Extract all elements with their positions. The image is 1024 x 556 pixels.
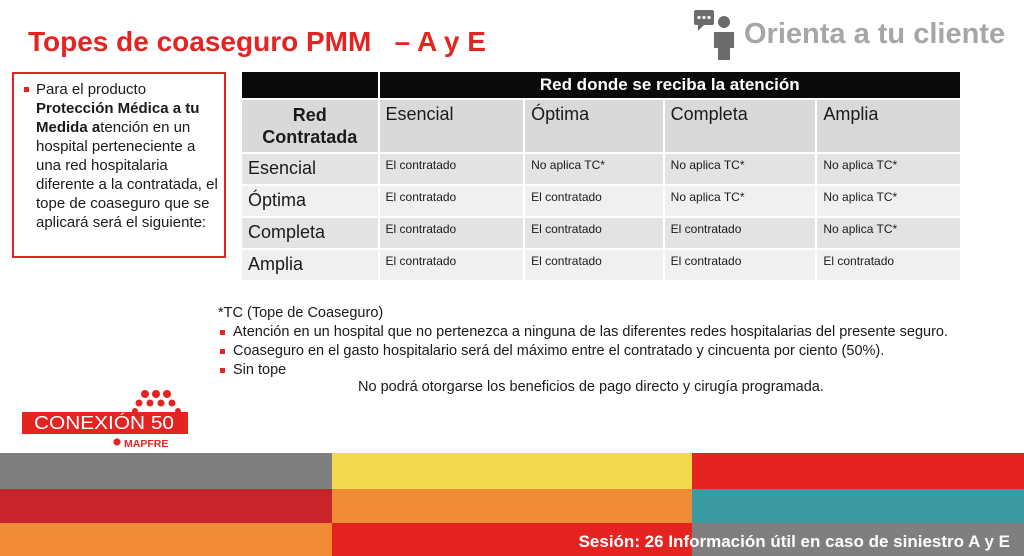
row-label: Amplia — [242, 250, 378, 280]
row-label: Óptima — [242, 186, 378, 216]
footnote-list — [218, 323, 1018, 380]
table-cell: El contratado — [525, 250, 663, 280]
table-cell: No aplica TC* — [817, 218, 960, 248]
table-cell: No aplica TC* — [525, 154, 663, 184]
table-cell: No aplica TC* — [817, 154, 960, 184]
table-top-header: Red donde se reciba la atención — [380, 72, 960, 98]
table-cell: El contratado — [665, 250, 816, 280]
table-row — [242, 186, 960, 216]
note-text-bold: Protección Médica a tu Medida a — [36, 100, 200, 136]
table-cell: El contratado — [380, 154, 524, 184]
footnotes — [218, 304, 1018, 380]
column-header: Amplia — [817, 100, 960, 152]
note-text-post: tención en un hospital perteneciente a una red hospitalaria diferente a la contratada, el tope de coaseguro que se aplicará será el siguiente: — [36, 119, 218, 231]
session-label: Sesión: 26 Información útil en caso de siniestro A y E — [578, 532, 1010, 551]
footnote-item: Coaseguro en el gasto hospitalario será del máximo entre el contratado y cincuenta por ciento (50%). — [218, 342, 1018, 361]
coinsurance-table — [240, 70, 962, 282]
advisor-chat-icon — [692, 8, 738, 60]
orient-header — [692, 8, 1012, 60]
table-cell: El contratado — [380, 218, 524, 248]
mapfre-text: MAPFRE — [124, 438, 169, 450]
table-row — [242, 250, 960, 280]
table-corner-header: Red Contratada — [242, 100, 378, 152]
final-note: No podrá otorgarse los beneficios de pago directo y cirugía programada. — [358, 379, 824, 395]
table-cell: El contratado — [665, 218, 816, 248]
column-header: Completa — [665, 100, 816, 152]
table-cell: No aplica TC* — [817, 186, 960, 216]
table-cell: El contratado — [817, 250, 960, 280]
table-header-empty — [242, 72, 378, 98]
table-cell: El contratado — [525, 186, 663, 216]
product-note — [12, 72, 226, 258]
row-label: Esencial — [242, 154, 378, 184]
column-header: Esencial — [380, 100, 524, 152]
table-cell: El contratado — [380, 250, 524, 280]
orient-tagline: Orienta a tu cliente — [744, 18, 1006, 50]
page-title: Topes de coaseguro PMM – A y E — [28, 26, 486, 57]
table-cell: No aplica TC* — [665, 186, 816, 216]
conexion-50-logo — [22, 386, 190, 450]
row-label: Completa — [242, 218, 378, 248]
table-cell: El contratado — [380, 186, 524, 216]
table-row — [242, 154, 960, 184]
table-cell: No aplica TC* — [665, 154, 816, 184]
logo-text: CONEXIÓN 50 — [34, 413, 156, 433]
footnote-item: Atención en un hospital que no pertenezca a ninguna de las diferentes redes hospitalarias del presente seguro. — [218, 323, 1018, 342]
bullet-icon — [24, 87, 29, 92]
footnote-heading: *TC (Tope de Coaseguro) — [218, 305, 384, 321]
note-text-pre: Para el producto — [36, 81, 147, 98]
table-row — [242, 218, 960, 248]
footnote-item: Sin tope — [218, 361, 1018, 380]
table-cell: El contratado — [525, 218, 663, 248]
column-header: Óptima — [525, 100, 663, 152]
